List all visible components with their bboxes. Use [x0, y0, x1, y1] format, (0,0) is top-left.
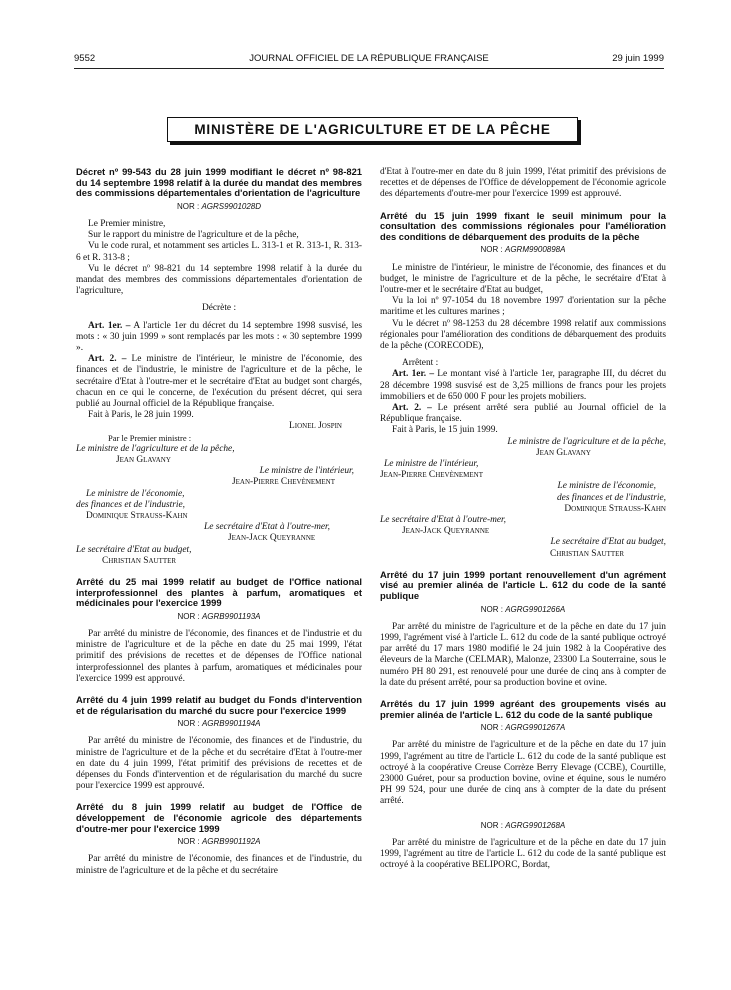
signatory-role: Le secrétaire d'Etat au budget,: [76, 544, 192, 555]
arretent-line: Arrêtent :: [402, 358, 439, 369]
signatory-role: Le ministre de l'intérieur,: [384, 459, 479, 470]
arrete-title: Arrêté du 15 juin 1999 fixant le seuil minimum pour la consultation des commissions régionales pour l'amélioration des conditions de débarquement des produits de la pêche: [380, 209, 666, 242]
nor-reference: NOR : AGRG9901267A: [480, 723, 566, 733]
nor-reference: NOR : AGRS9901028D: [176, 201, 262, 211]
arrete-title: Arrêté du 17 juin 1999 portant renouvellement d'un agrément visé au premier alinéa de l'article L. 612 du code de la santé publique: [380, 568, 666, 602]
paragraph: Par arrêté du ministre de l'agriculture et de la pêche en date du 17 juin 1999, l'agrément visé à l'article L. 612 du code de la santé publique octroyé par arrêté du 17 mars 1980 modifié le 24 juin 1982 à la Coopérative des éleveurs de la Marche (CELMAR), Malonze, 23300 La Souterraine, sous le numéro PH 80 291, est renouvelé pour une durée de cinq ans à compter de la date du présent arrêté, pour sa production bovine et ovine.: [380, 621, 666, 688]
nor-reference: NOR : AGRM9900898A: [480, 245, 566, 255]
arrete-title: Arrêté du 4 juin 1999 relatif au budget du Fonds d'intervention et de régularisation du marché du sucre pour l'exercice 1999: [76, 694, 362, 716]
page-number: 9552: [74, 53, 96, 64]
paragraph: Vu le code rural, et notamment ses articles L. 313-1 et R. 313-1, R. 313-6 et R. 313-8 ;: [76, 241, 362, 263]
issue-date: 29 juin 1999: [612, 53, 664, 64]
header-rule: [74, 68, 664, 69]
paragraph: Vu la loi nº 97-1054 du 18 novembre 1997 d'orientation sur la pêche maritime et les cultures marines ;: [380, 296, 666, 318]
arrete-title: Arrêté du 25 mai 1999 relatif au budget de l'Office national interprofessionnel des plantes à parfum, aromatiques et médicinales pour l'exercice 1999: [76, 576, 362, 609]
signatory-role: Le ministre de l'agriculture et de la pêche,: [76, 443, 235, 454]
paragraph: Par arrêté du ministre de l'agriculture et de la pêche en date du 17 juin 1999, l'agrément au titre de l'article L. 612 du code de la santé publique est octroyé à la coopérative BELIPORC, Bordat,: [380, 837, 666, 871]
signatory-role: Le secrétaire d'Etat à l'outre-mer,: [380, 515, 506, 526]
signatory-name: Jean-Pierre Chevènement: [380, 470, 484, 481]
decrete-line: Décrète :: [201, 303, 237, 314]
signatory-name: Jean Glavany: [116, 455, 171, 466]
fait-line: Fait à Paris, le 28 juin 1999.: [88, 410, 194, 421]
article-2: Art. 2. – Le présent arrêté sera publié au Journal officiel de la République française.: [380, 403, 667, 425]
signatory-role: des finances et de l'industrie,: [76, 499, 186, 510]
signatory-name: Jean-Jack Queyranne: [402, 526, 490, 537]
arrete-title: Arrêtés du 17 juin 1999 agréant des groupements visés au premier alinéa de l'article L. 612 du code de la santé publique: [380, 698, 666, 720]
paragraph: Par arrêté du ministre de l'économie, des finances et de l'industrie, du ministre de l'agriculture et de la pêche et du secrétaire d'Etat à l'outre-mer en date du 4 juin 1999, l'état primitif des prévisions de recettes et de dépenses du Fonds d'intervention et de régularisation du marché du sucre pour l'exercice 1999 est approuvé.: [76, 736, 362, 792]
decree-title: Décret nº 99-543 du 28 juin 1999 modifiant le décret nº 98-821 du 14 septembre 1998 relatif à la durée du mandat des membres des commissions départementales d'orientation de l'agriculture: [76, 166, 362, 199]
arrete-title: Arrêté du 8 juin 1999 relatif au budget de l'Office de développement de l'économie agricole des départements d'outre-mer pour l'exercice 1999: [76, 801, 362, 834]
nor-reference: NOR : AGRG9901266A: [480, 604, 566, 614]
signatory-name: Jean-Pierre Chevènement: [232, 477, 336, 488]
signatory-role: Le ministre de l'économie,: [557, 481, 656, 492]
paragraph: Vu le décret nº 98-1253 du 28 décembre 1998 relatif aux commissions régionales pour l'amélioration des conditions de débarquement des produits de la pêche (CORECODE),: [380, 318, 666, 352]
nor-reference: NOR : AGRG9901268A: [480, 820, 566, 830]
left-column: [76, 167, 362, 877]
paragraph: Par arrêté du ministre de l'agriculture et de la pêche en date du 17 juin 1999, l'agrément au titre de l'article L. 612 du code de la santé publique est octroyé à la coopérative Creuse Corrèze Berry Elevage (CCBE), Courtille, 23000 Guéret, pour sa production bovine, ovine et équine, sous le numéro PH 99 524, pour une durée de cinq ans à compter de la date du présent arrêté.: [380, 740, 666, 807]
paragraph: Sur le rapport du ministre de l'agriculture et de la pêche,: [88, 230, 299, 241]
signatory-role: Le secrétaire d'Etat au budget,: [550, 537, 666, 548]
paragraph: Par arrêté du ministre de l'économie, des finances et de l'industrie et du ministre de l'agriculture et de la pêche en date du 25 mai 1999, l'état primitif des prévisions de recettes et de dépenses de l'Office national interprofessionnel des plantes à parfum, aromatiques et médicinales pour l'exercice 1999 est approuvé.: [76, 629, 362, 684]
signatory-name: Christian Sautter: [550, 548, 625, 559]
signatory-role: Le secrétaire d'Etat à l'outre-mer,: [204, 522, 330, 533]
paragraph: Par arrêté du ministre de l'économie, des finances et de l'industrie, du ministre de l'agriculture et de la pêche et du secrétaire: [76, 854, 362, 876]
journal-title: JOURNAL OFFICIEL DE LA RÉPUBLIQUE FRANÇAISE: [249, 53, 489, 64]
signatory-name: Christian Sautter: [102, 555, 177, 566]
article-2: Art. 2. – Le ministre de l'intérieur, le ministre de l'économie, des finances et de l'industrie, le ministre de l'agriculture et de la pêche, le secrétaire d'Etat à l'outre-mer et le secrétaire d'Etat au budget sont chargés, chacun en ce qui le concerne, de l'exécution du présent décret, qui sera publié au Journal officiel de la République française.: [76, 354, 362, 410]
nor-reference: NOR : AGRB9901193A: [177, 611, 261, 621]
signatory-role: Le ministre de l'agriculture et de la pêche,: [507, 436, 666, 447]
par-line: Par le Premier ministre :: [108, 432, 192, 443]
paragraph: Le ministre de l'intérieur, le ministre de l'économie, des finances et du budget, le ministre de l'agriculture et de la pêche, le secrétaire d'Etat à l'outre-mer et le secrétaire d'Etat au budget,: [380, 262, 666, 295]
nor-reference: NOR : AGRB9901194A: [177, 719, 261, 729]
paragraph: Vu le décret nº 98-821 du 14 septembre 1998 relatif à la durée du mandat des membres des commissions départementales d'orientation de l'agriculture,: [76, 263, 362, 297]
right-column: [380, 167, 666, 872]
paragraph: d'Etat à l'outre-mer en date du 8 juin 1999, l'état primitif des prévisions de recettes et de dépenses de l'Office de développement de l'économie agricole des départements d'outre-mer pour l'exercice 1999 est approuvé.: [380, 167, 666, 200]
signatory-name: Jean Glavany: [536, 447, 591, 458]
signatures: [76, 421, 362, 567]
article-1: Art. 1er. – Le montant visé à l'article 1er, paragraphe III, du décret du 28 décembre 1998 susvisé est de 3,25 millions de francs pour les projets immobiliers et de 650 000 F pour les projets mobiliers.: [380, 369, 667, 402]
ministry-heading: MINISTÈRE DE L'AGRICULTURE ET DE LA PÊCHE: [167, 117, 578, 142]
signatory-name: Dominique Strauss-Kahn: [86, 511, 188, 522]
signatory-name: Lionel Jospin: [289, 421, 342, 432]
signatory-name: Dominique Strauss-Kahn: [564, 503, 666, 514]
article-1: Art. 1er. – A l'article 1er du décret du 14 septembre 1998 susvisé, les mots : « 30 juin 1999 » sont remplacés par les mots : « 30 septembre 1999 ».: [76, 320, 363, 354]
signatory-role: Le ministre de l'économie,: [86, 488, 185, 499]
paragraph: Le Premier ministre,: [88, 218, 166, 229]
signatory-role: des finances et de l'industrie,: [556, 492, 666, 503]
running-header: [74, 53, 664, 67]
signatory-name: Jean-Jack Queyranne: [228, 533, 316, 544]
signatures: [380, 437, 666, 560]
fait-line: Fait à Paris, le 15 juin 1999.: [392, 425, 498, 436]
signatory-role: Le ministre de l'intérieur,: [259, 466, 354, 477]
nor-reference: NOR : AGRB9901192A: [177, 837, 261, 847]
